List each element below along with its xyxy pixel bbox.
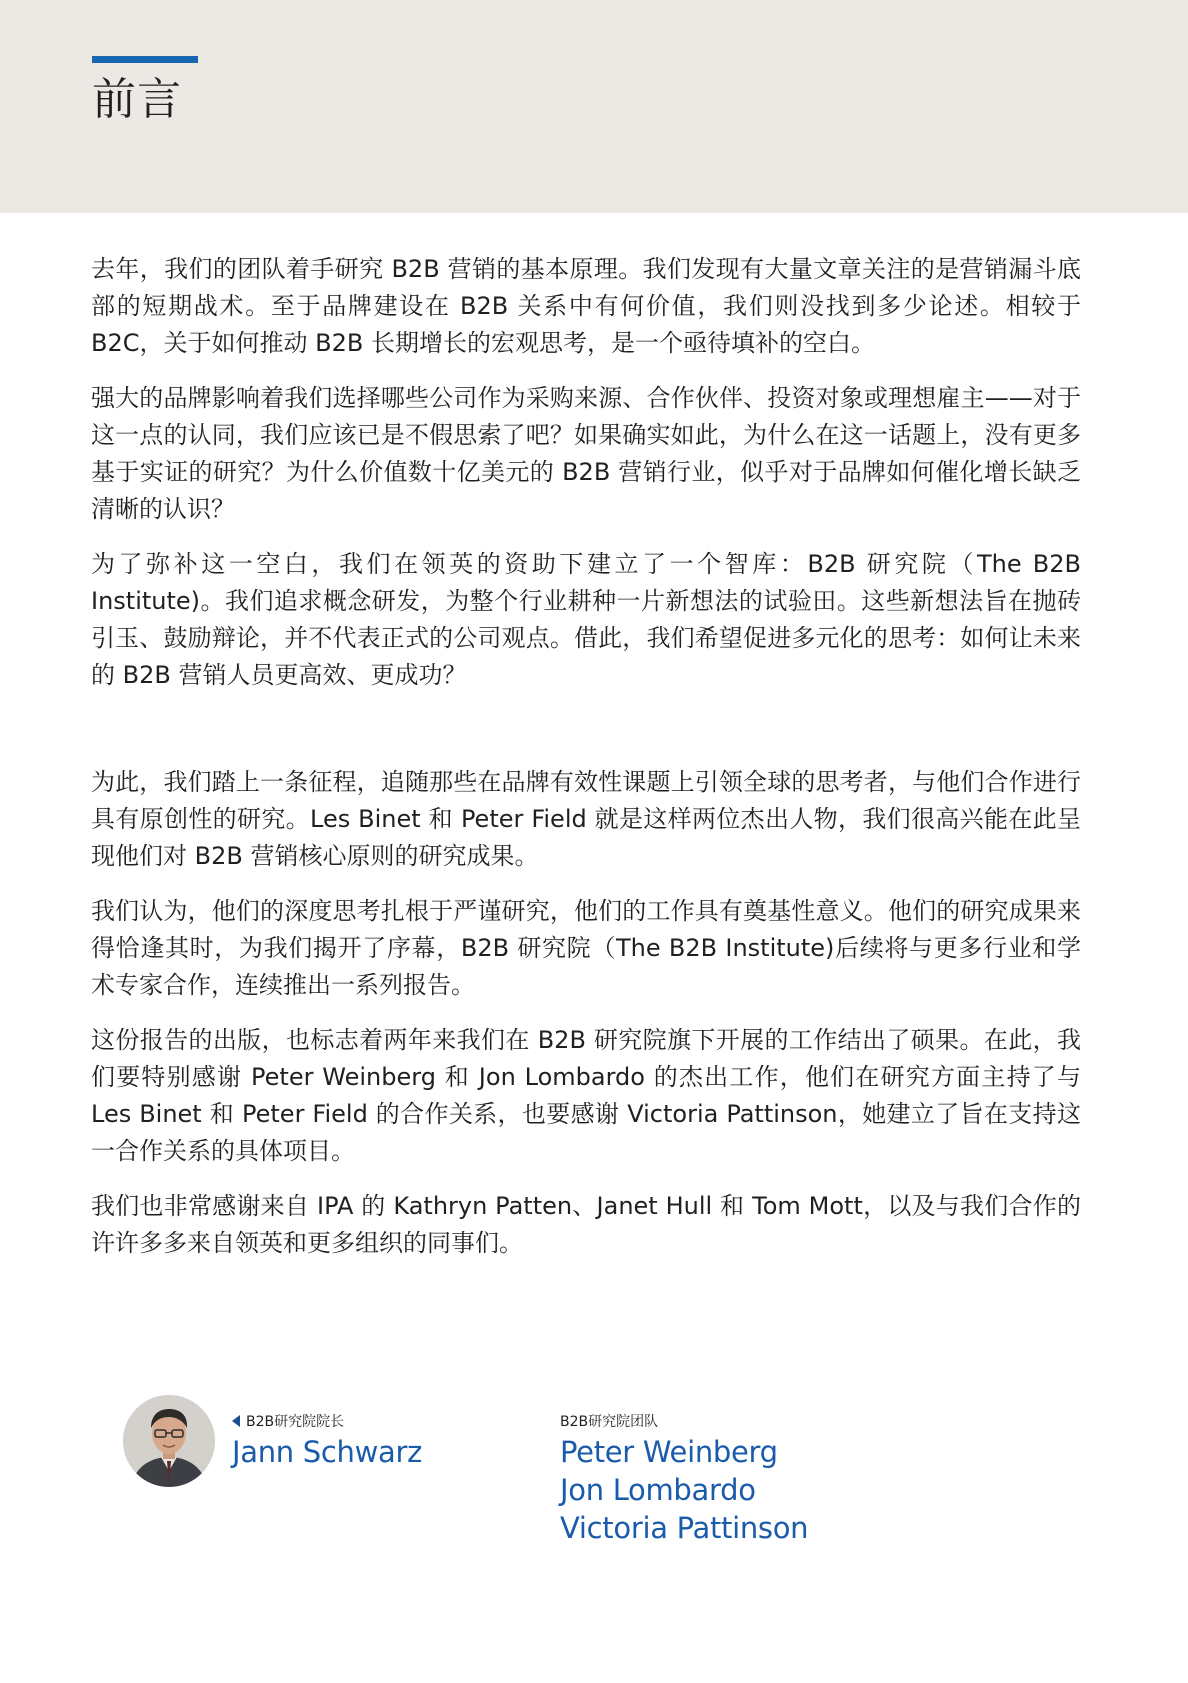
paragraph-2: 强大的品牌影响着我们选择哪些公司作为采购来源、合作伙伴、投资对象或理想雇主——对于这一点的认同，我们应该已是不假思索了吧？如果确实如此，为什么在这一话题上，没有更多基于实证的研究？为什么价值数十亿美元的 B2B 营销行业，似乎对于品牌如何催化增长缺乏清晰的认识？ — [91, 384, 1081, 523]
director-role — [232, 1413, 344, 1431]
director-role-label: B2B研究院院长 — [246, 1414, 345, 1430]
paragraph-3: 为了弥补这一空白，我们在领英的资助下建立了一个智库：B2B 研究院（The B2B Institute)。我们追求概念研发，为整个行业耕种一片新想法的试验田。这些新想法旨在抛砖引玉、鼓励辩论，并不代表正式的公司观点。借此，我们希望促进多元化的思考：如何让未来的 B2B 营销人员更高效、更成功？ — [91, 550, 1081, 689]
paragraph-1: 去年，我们的团队着手研究 B2B 营销的基本原理。我们发现有大量文章关注的是营销漏斗底部的短期战术。至于品牌建设在 B2B 关系中有何价值，我们则没找到多少论述。相较于 B2C，关于如何推动 B2B 长期增长的宏观思考，是一个亟待填补的空白。 — [91, 255, 1081, 357]
team-member: Peter Weinberg — [560, 1435, 778, 1469]
paragraph-4: 为此，我们踏上一条征程，追随那些在品牌有效性课题上引领全球的思考者，与他们合作进行具有原创性的研究。Les Binet 和 Peter Field 就是这样两位杰出人物，我们很高兴能在此呈现他们对 B2B 营销核心原则的研究成果。 — [91, 768, 1081, 870]
title-accent-bar — [92, 56, 198, 63]
team-role: B2B研究院团队 — [560, 1414, 659, 1430]
team-member: Jon Lombardo — [560, 1473, 756, 1507]
foreword-body — [91, 251, 1081, 1280]
paragraph-7: 我们也非常感谢来自 IPA 的 Kathryn Patten、Janet Hull 和 Tom Mott，以及与我们合作的许许多多来自领英和更多组织的同事们。 — [91, 1192, 1081, 1257]
avatar — [123, 1395, 215, 1487]
team-block — [560, 1413, 808, 1547]
paragraph-6: 这份报告的出版，也标志着两年来我们在 B2B 研究院旗下开展的工作结出了硕果。在此，我们要特别感谢 Peter Weinberg 和 Jon Lombardo 的杰出工作，他们在研究方面主持了与 Les Binet 和 Peter Field 的合作关系，也要感谢 Victoria Pattinson，她建立了旨在支持这一合作关系的具体项目。 — [91, 1026, 1081, 1165]
team-member: Victoria Pattinson — [560, 1511, 809, 1545]
team-list — [560, 1433, 808, 1547]
signature-section — [0, 1395, 1188, 1595]
header-band — [0, 0, 1188, 213]
paragraph-5: 我们认为，他们的深度思考扎根于严谨研究，他们的工作具有奠基性意义。他们的研究成果来得恰逢其时，为我们揭开了序幕，B2B 研究院（The B2B Institute)后续将与更多行业和学术专家合作，连续推出一系列报告。 — [91, 897, 1081, 999]
page-title: 前言 — [92, 74, 182, 125]
director-name: Jann Schwarz — [232, 1435, 423, 1469]
portrait-image — [123, 1395, 215, 1487]
triangle-left-icon — [232, 1415, 240, 1427]
